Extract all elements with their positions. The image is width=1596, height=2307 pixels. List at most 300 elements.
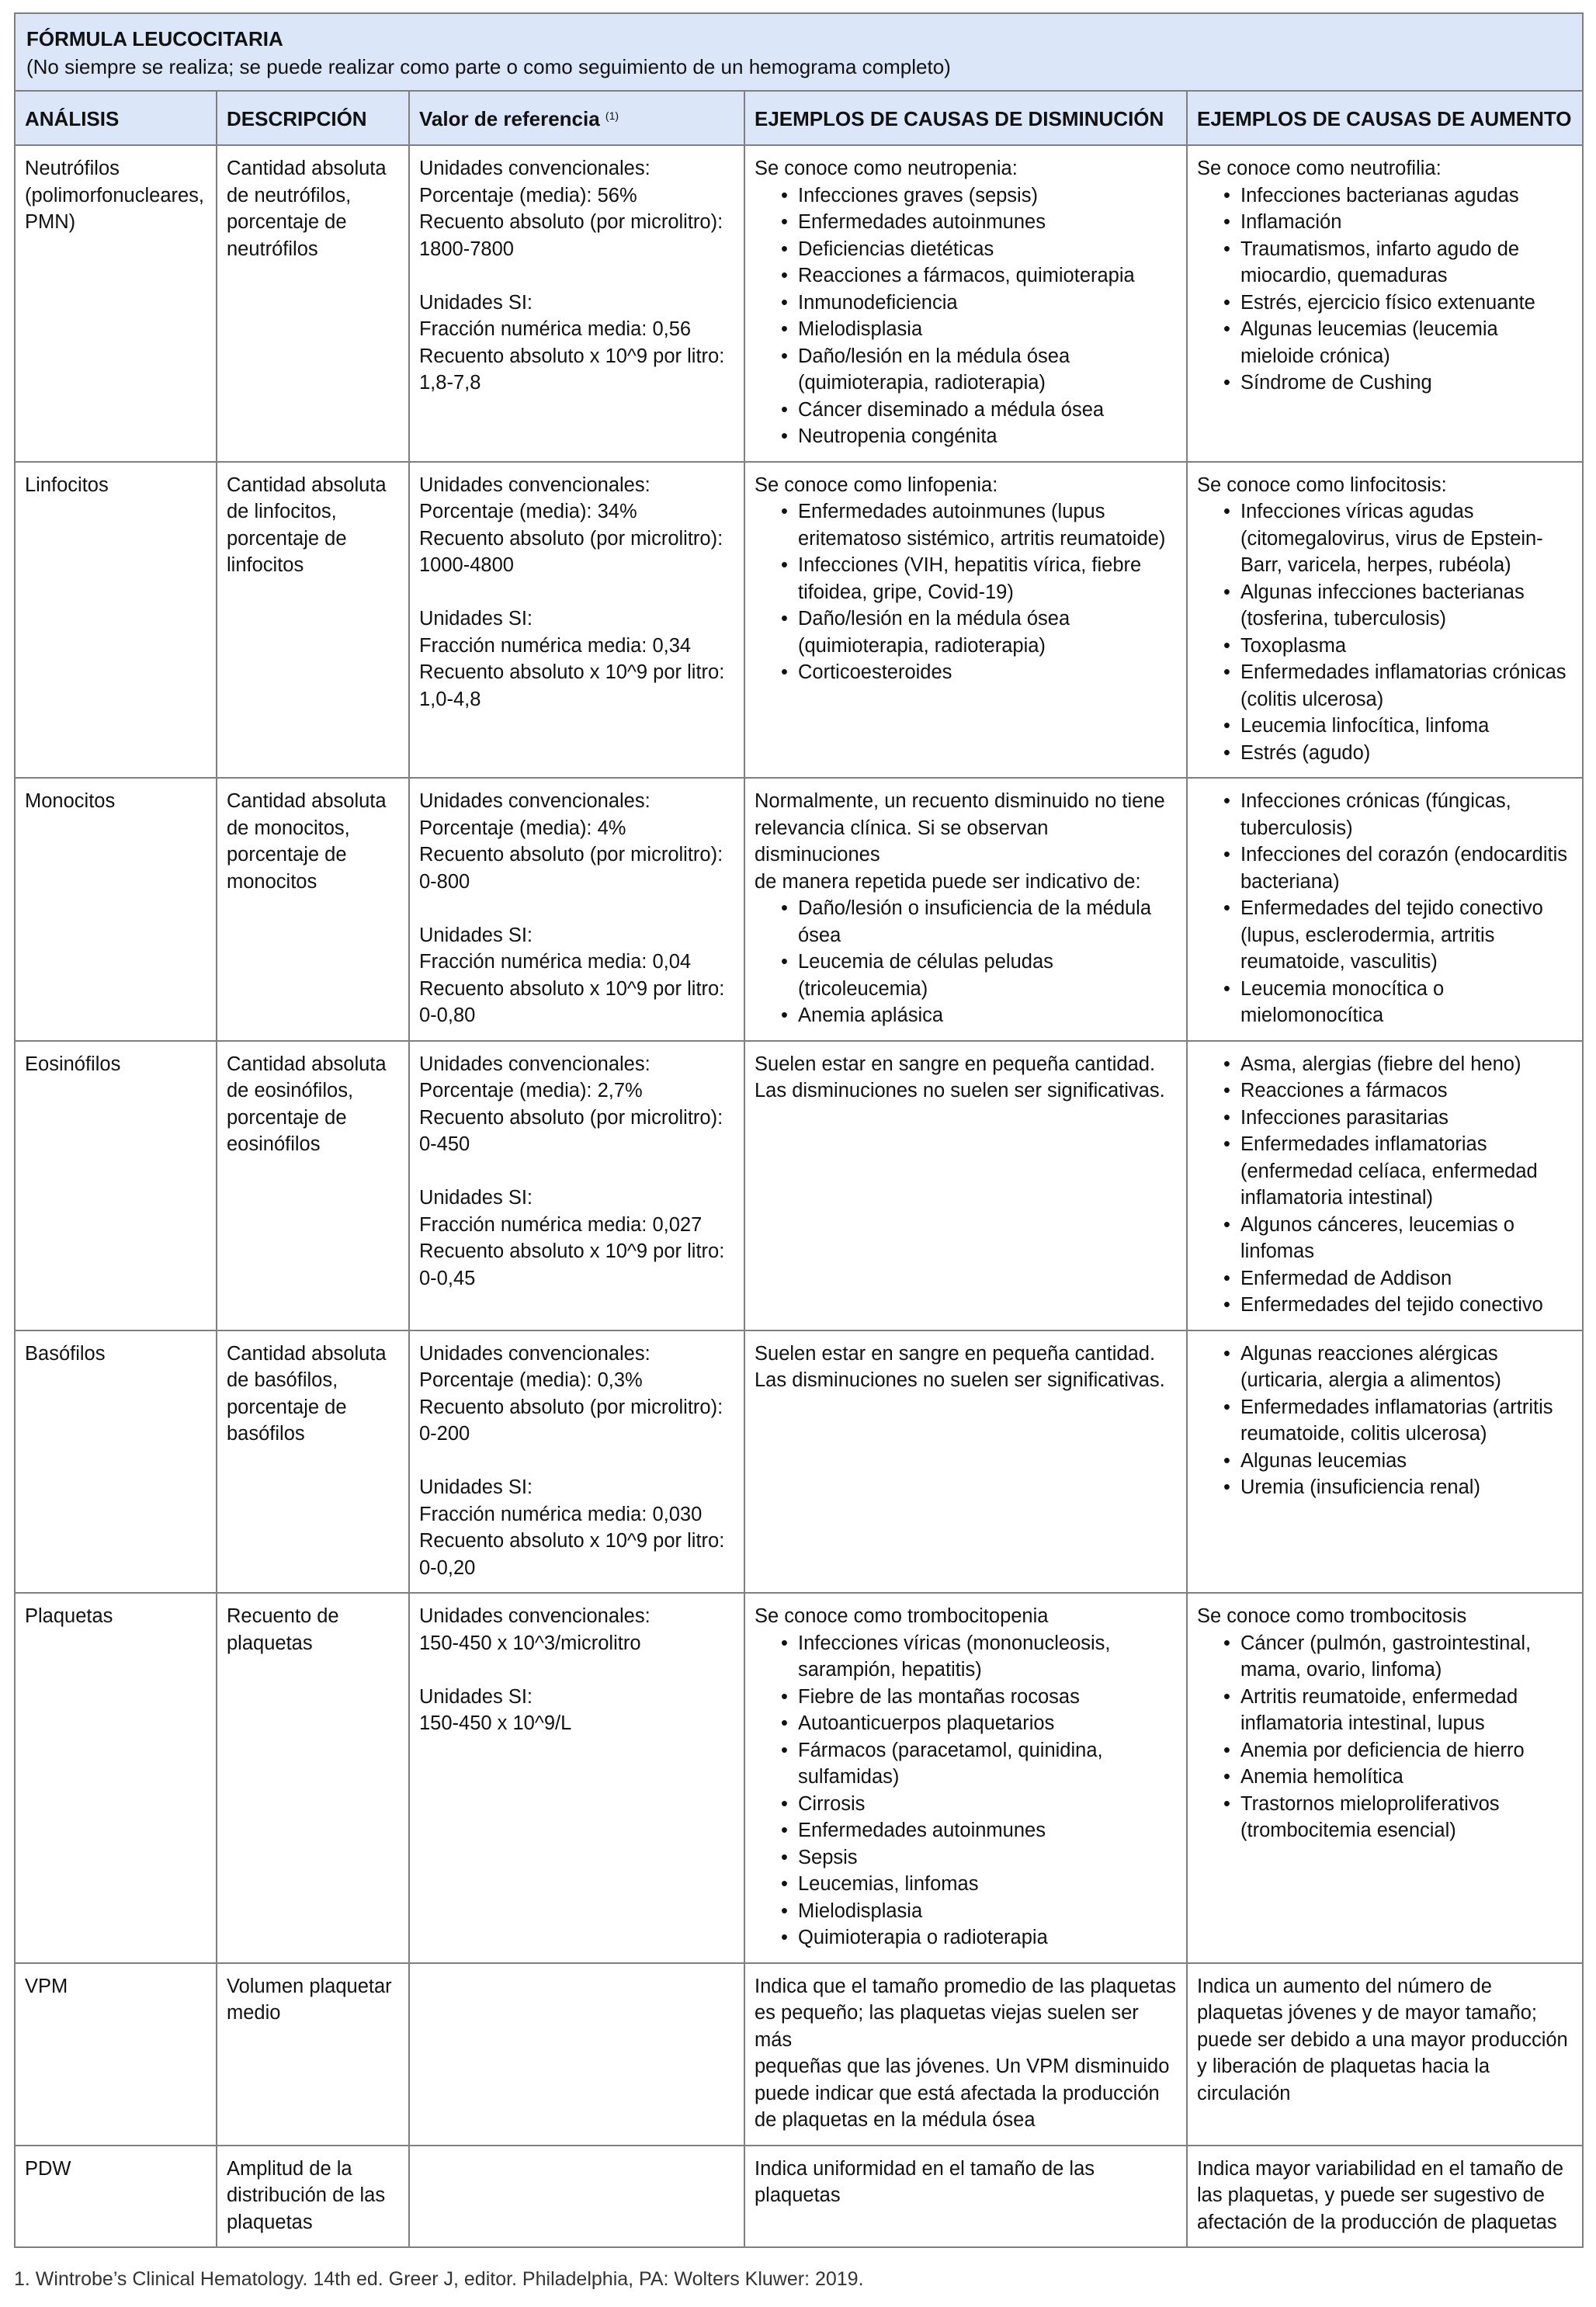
list-item-line: • Enfermedades autoinmunes <box>798 1820 1046 1841</box>
cell-disminucion <box>744 1963 1187 2146</box>
list-item-line: • Estrés (agudo) <box>1240 741 1371 764</box>
aumento-intro-text: y liberación de plaquetas hacia la <box>1197 2055 1490 2077</box>
list-item <box>1240 498 1573 579</box>
list-item-line: inflamatoria intestinal) <box>1240 1187 1434 1209</box>
list-item-line: • Cáncer diseminado a médula ósea <box>798 398 1105 421</box>
list-item-line: • Toxoplasma <box>1240 634 1347 657</box>
descripcion-text: porcentaje de <box>227 527 347 550</box>
spacer <box>419 1657 734 1684</box>
reference-si-text: Fracción numérica media: 0,027 <box>419 1213 703 1236</box>
cell-aumento <box>1187 1593 1583 1963</box>
list-item <box>1240 579 1573 633</box>
bullet-list <box>755 1630 1177 1951</box>
reference-si-text: 0-0,45 <box>419 1267 476 1289</box>
cell-aumento <box>1187 2146 1583 2248</box>
reference-si-text: Recuento absoluto x 10^9 por litro: <box>419 661 725 683</box>
descripcion-text: de monocitos, <box>227 817 350 839</box>
analisis-text: PMN) <box>25 211 76 233</box>
list-item-line: • Síndrome de Cushing <box>1240 372 1432 394</box>
list-item <box>1240 1292 1573 1319</box>
reference-si-text: Unidades SI: <box>419 1187 533 1209</box>
cell-analisis <box>15 2146 217 2248</box>
cell-disminucion <box>744 462 1187 779</box>
descripcion-text: Cantidad absoluta <box>227 158 387 179</box>
descripcion-text: basófilos <box>227 1423 305 1445</box>
list-item-line: • Daño/lesión o insuficiencia de la médula <box>798 897 1152 919</box>
bullet-list <box>1197 788 1573 1029</box>
list-item-line: (quimioterapia, radioterapia) <box>798 372 1046 394</box>
list-item-line: sarampión, hepatitis) <box>798 1659 982 1681</box>
list-item <box>798 1871 1177 1898</box>
list-item-line: • Fiebre de las montañas rocosas <box>798 1685 1080 1708</box>
descripcion-text: de neutrófilos, <box>227 184 352 206</box>
cell-referencia <box>409 462 744 779</box>
aumento-intro-text: puede ser debido a una mayor producción <box>1197 2028 1568 2051</box>
descripcion-text: Cantidad absoluta <box>227 790 387 812</box>
disminucion-intro-text: de manera repetida puede ser indicativo de: <box>755 870 1141 893</box>
descripcion-text: Cantidad absoluta <box>227 1342 387 1365</box>
cell-descripcion <box>217 2146 409 2248</box>
cell-analisis <box>15 1963 217 2146</box>
list-item-line: • Enfermedades autoinmunes <box>798 211 1046 233</box>
reference-conventional-text: Unidades convencionales: <box>419 1342 651 1365</box>
cell-referencia <box>409 145 744 462</box>
reference-si-text: Unidades SI: <box>419 1476 533 1498</box>
list-item-line: • Asma, alergias (fiebre del heno) <box>1240 1053 1521 1075</box>
list-item-line: • Sepsis <box>798 1846 858 1868</box>
list-item <box>1240 895 1573 976</box>
reference-si-text: Recuento absoluto x 10^9 por litro: <box>419 1240 725 1262</box>
header-disminucion: EJEMPLOS DE CAUSAS DE DISMINUCIÓN <box>744 91 1187 145</box>
bullet-list <box>755 182 1177 450</box>
list-item <box>798 1844 1177 1872</box>
aumento-intro-text: circulación <box>1197 2082 1291 2104</box>
reference-conventional-text: Recuento absoluto (por microlitro): <box>419 211 723 233</box>
aumento-intro-text: Se conoce como linfocitosis: <box>1197 474 1447 496</box>
cell-disminucion <box>744 1593 1187 1963</box>
list-item <box>1240 1341 1573 1394</box>
cell-descripcion <box>217 462 409 779</box>
list-item-line: • Infecciones del corazón (endocarditis <box>1240 844 1567 866</box>
reference-conventional-text: Porcentaje (media): 34% <box>419 501 637 522</box>
table-title-cell <box>15 13 1583 91</box>
reference-si-text: Fracción numérica media: 0,56 <box>419 318 692 340</box>
bullet-list <box>1197 1341 1573 1501</box>
list-item-line: eritematoso sistémico, artritis reumatoide) <box>798 527 1166 550</box>
list-item-line: linfomas <box>1240 1240 1314 1262</box>
reference-conventional-text: Recuento absoluto (por microlitro): <box>419 527 723 550</box>
list-item <box>798 182 1177 210</box>
analisis-text: Eosinófilos <box>25 1053 121 1075</box>
disminucion-intro-text: puede indicar que está afectada la producción <box>755 2082 1160 2104</box>
list-item-line: Barr, varicela, herpes, rubéola) <box>1240 554 1511 576</box>
reference-conventional-text: Unidades convencionales: <box>419 158 651 179</box>
reference-si-text: 150-450 x 10^9/L <box>419 1712 572 1734</box>
descripcion-text: distribución de las <box>227 2184 386 2206</box>
bullet-list <box>1197 1630 1573 1844</box>
descripcion-text: de eosinófilos, <box>227 1080 354 1101</box>
list-item <box>798 552 1177 605</box>
reference-conventional-text: Recuento absoluto (por microlitro): <box>419 844 723 866</box>
list-item <box>798 290 1177 317</box>
list-item-line: • Leucemia de células peludas <box>798 951 1053 973</box>
disminucion-intro-text: Las disminuciones no suelen ser significativas. <box>755 1369 1165 1391</box>
list-item <box>798 498 1177 552</box>
list-item-line: inflamatoria intestinal, lupus <box>1240 1712 1485 1734</box>
list-item <box>798 949 1177 1002</box>
list-item <box>798 343 1177 397</box>
reference-conventional-text: 1000-4800 <box>419 554 514 576</box>
descripcion-text: plaquetas <box>227 2211 313 2233</box>
analisis-text: VPM <box>25 1975 68 1997</box>
bullet-list <box>1197 498 1573 766</box>
spacer <box>419 1158 734 1185</box>
table-row <box>15 778 1583 1041</box>
disminucion-intro-text: de plaquetas en la médula ósea <box>755 2109 1036 2131</box>
table-row <box>15 1041 1583 1330</box>
list-item-line: • Traumatismos, infarto agudo de <box>1240 238 1520 260</box>
list-item <box>1240 1764 1573 1791</box>
list-item-line: mieloide crónica) <box>1240 345 1390 367</box>
spacer <box>419 262 734 290</box>
list-item <box>1240 369 1573 397</box>
list-item-line: • Enfermedades autoinmunes (lupus <box>798 501 1105 522</box>
list-item-line: (urticaria, alergia a alimentos) <box>1240 1369 1501 1391</box>
descripcion-text: porcentaje de <box>227 211 347 233</box>
list-item-line: • Leucemias, linfomas <box>798 1873 979 1895</box>
list-item-line: mielomonocítica <box>1240 1004 1384 1026</box>
descripcion-text: de basófilos, <box>227 1369 338 1391</box>
list-item <box>798 1737 1177 1791</box>
list-item <box>1240 182 1573 210</box>
list-item-line: sulfamidas) <box>798 1766 900 1788</box>
disminucion-intro-text: Normalmente, un recuento disminuido no tiene <box>755 790 1165 812</box>
list-item-line: • Infecciones víricas agudas <box>1240 501 1474 522</box>
list-item <box>798 895 1177 949</box>
list-item-line: (tricoleucemia) <box>798 977 928 1000</box>
list-item-line: • Algunas leucemias <box>1240 1449 1407 1472</box>
header-descripcion: DESCRIPCIÓN <box>217 91 409 145</box>
table-row <box>15 1593 1583 1963</box>
reference-conventional-text: Porcentaje (media): 4% <box>419 817 626 839</box>
list-item-line: • Infecciones parasitarias <box>1240 1106 1449 1129</box>
reference-si-text: Unidades SI: <box>419 291 533 314</box>
cell-aumento <box>1187 145 1583 462</box>
cell-analisis <box>15 1041 217 1330</box>
list-item <box>1240 788 1573 841</box>
list-item <box>1240 236 1573 290</box>
bullet-list <box>1197 182 1573 397</box>
reference-si-text: Unidades SI: <box>419 924 533 946</box>
list-item-line: • Infecciones graves (sepsis) <box>798 184 1038 206</box>
reference-si-text: Recuento absoluto x 10^9 por litro: <box>419 1530 725 1552</box>
list-item <box>1240 290 1573 317</box>
table-row <box>15 2146 1583 2248</box>
reference-conventional-text: 0-200 <box>419 1423 470 1445</box>
reference-conventional-text: Porcentaje (media): 2,7% <box>419 1080 643 1101</box>
list-item-line: mama, ovario, linfoma) <box>1240 1659 1442 1681</box>
reference-conventional-text: Recuento absoluto (por microlitro): <box>419 1396 723 1418</box>
reference-si-text: 1,0-4,8 <box>419 688 481 710</box>
list-item <box>1240 316 1573 369</box>
reference-conventional-text: 150-450 x 10^3/microlitro <box>419 1632 641 1654</box>
table-row <box>15 145 1583 462</box>
descripcion-text: porcentaje de <box>227 1396 347 1418</box>
cell-disminucion <box>744 145 1187 462</box>
disminucion-intro-text: pequeñas que las jóvenes. Un VPM disminuido <box>755 2055 1170 2077</box>
leukocyte-formula-table <box>14 12 1584 2248</box>
header-analisis: ANÁLISIS <box>15 91 217 145</box>
list-item-line: • Quimioterapia o radioterapia <box>798 1927 1048 1948</box>
reference-conventional-text: Recuento absoluto (por microlitro): <box>419 1106 723 1129</box>
list-item <box>1240 740 1573 767</box>
descripcion-text: de linfocitos, <box>227 501 337 522</box>
reference-conventional-text: Porcentaje (media): 56% <box>419 184 637 206</box>
list-item-line: • Enfermedades inflamatorias <box>1240 1133 1487 1155</box>
list-item <box>1240 841 1573 895</box>
descripcion-text: plaquetas <box>227 1632 313 1654</box>
list-item <box>798 397 1177 424</box>
list-item-line: • Infecciones (VIH, hepatitis vírica, fiebre <box>798 554 1142 576</box>
list-item <box>1240 1684 1573 1737</box>
disminucion-intro-text: Indica uniformidad en el tamaño de las <box>755 2157 1095 2180</box>
analisis-text: Monocitos <box>25 790 116 812</box>
reference-conventional-text: 0-450 <box>419 1133 470 1155</box>
descripcion-text: Amplitud de la <box>227 2157 352 2180</box>
list-item <box>798 1630 1177 1684</box>
list-item-line: • Infecciones víricas (mononucleosis, <box>798 1632 1111 1654</box>
spacer <box>419 579 734 606</box>
list-item-line: (quimioterapia, radioterapia) <box>798 634 1046 657</box>
list-item-line: miocardio, quemaduras <box>1240 265 1448 286</box>
spacer <box>419 895 734 922</box>
table-row <box>15 462 1583 779</box>
list-item-line: • Enfermedades del tejido conectivo <box>1240 897 1543 919</box>
cell-referencia <box>409 1041 744 1330</box>
disminucion-intro-text: relevancia clínica. Si se observan disminuciones <box>755 817 1049 866</box>
reference-si-text: 0-0,80 <box>419 1004 476 1026</box>
bullet-list <box>1197 1051 1573 1319</box>
list-item <box>1240 976 1573 1029</box>
cell-descripcion <box>217 1593 409 1963</box>
cell-aumento <box>1187 1041 1583 1330</box>
disminucion-intro-text: Se conoce como neutropenia: <box>755 158 1018 179</box>
reference-si-text: Fracción numérica media: 0,04 <box>419 951 692 973</box>
cell-analisis <box>15 1330 217 1594</box>
disminucion-intro-text: Se conoce como linfopenia: <box>755 474 998 496</box>
disminucion-intro-text: es pequeño; las plaquetas viejas suelen ser más <box>755 2002 1139 2051</box>
table-title: FÓRMULA LEUCOCITARIA <box>26 27 283 50</box>
list-item <box>1240 1265 1573 1292</box>
disminucion-intro-text: Las disminuciones no suelen ser significativas. <box>755 1080 1165 1101</box>
list-item-line: • Algunos cánceres, leucemias o <box>1240 1213 1514 1236</box>
list-item-line: • Daño/lesión en la médula ósea <box>798 345 1070 367</box>
cell-descripcion <box>217 778 409 1041</box>
list-item <box>1240 633 1573 660</box>
cell-aumento <box>1187 1963 1583 2146</box>
list-item-line: (citomegalovirus, virus de Epstein- <box>1240 527 1543 550</box>
list-item <box>798 262 1177 290</box>
list-item <box>798 1817 1177 1844</box>
table-row <box>15 1330 1583 1594</box>
list-item-line: tuberculosis) <box>1240 817 1353 839</box>
list-item <box>798 236 1177 263</box>
reference-si-text: Unidades SI: <box>419 608 533 630</box>
list-item-line: • Mielodisplasia <box>798 318 923 340</box>
list-item-line: • Artritis reumatoide, enfermedad <box>1240 1685 1518 1708</box>
list-item <box>798 1924 1177 1951</box>
cell-aumento <box>1187 778 1583 1041</box>
cell-analisis <box>15 1593 217 1963</box>
list-item <box>798 659 1177 686</box>
reference-conventional-text: Unidades convencionales: <box>419 790 651 812</box>
aumento-intro-text: Indica mayor variabilidad en el tamaño de <box>1197 2157 1564 2180</box>
list-item-line: • Algunas leucemias (leucemia <box>1240 318 1498 340</box>
list-item-line: • Estrés, ejercicio físico extenuante <box>1240 291 1535 314</box>
bullet-list <box>755 498 1177 686</box>
list-item-line: • Enfermedades del tejido conectivo <box>1240 1294 1543 1316</box>
list-item <box>1240 1394 1573 1448</box>
list-item-line: • Infecciones bacterianas agudas <box>1240 184 1519 206</box>
cell-referencia <box>409 1593 744 1963</box>
list-item <box>1240 1051 1573 1078</box>
list-item-line: • Fármacos (paracetamol, quinidina, <box>798 1739 1103 1761</box>
list-item-line: tifoidea, gripe, Covid-19) <box>798 581 1014 603</box>
list-item-line: • Enfermedades inflamatorias crónicas <box>1240 661 1567 683</box>
list-item <box>798 605 1177 659</box>
list-item-line: (colitis ulcerosa) <box>1240 688 1384 710</box>
list-item <box>798 1710 1177 1737</box>
list-item <box>1240 1791 1573 1844</box>
list-item <box>1240 1474 1573 1501</box>
table-subtitle: (No siempre se realiza; se puede realizar como parte o como seguimiento de un hemograma completo) <box>26 55 951 78</box>
spacer <box>419 1448 734 1475</box>
header-referencia: Valor de referencia $^{(1)}$ <box>409 91 744 145</box>
reference-conventional-text: Unidades convencionales: <box>419 1605 651 1627</box>
reference-si-text: Fracción numérica media: 0,030 <box>419 1503 703 1525</box>
aumento-intro-text: Indica un aumento del número de <box>1197 1975 1492 1997</box>
aumento-intro-text: plaquetas jóvenes y de mayor tamaño; <box>1197 2002 1538 2024</box>
list-item-line: • Leucemia monocítica o <box>1240 977 1445 1000</box>
reference-si-text: 0-0,20 <box>419 1556 476 1579</box>
reference-footnote-marker: (1) <box>605 109 619 122</box>
cell-aumento <box>1187 1330 1583 1594</box>
footnote: 1. Wintrobe’s Clinical Hematology. 14th ed. Greer J, editor. Philadelphia, PA: Wolters Kluwer: 2019. <box>14 2268 864 2290</box>
cell-analisis <box>15 145 217 462</box>
reference-conventional-text: Porcentaje (media): 0,3% <box>419 1369 643 1391</box>
descripcion-text: Volumen plaquetar <box>227 1975 392 1997</box>
list-item-line: (tosferina, tuberculosis) <box>1240 608 1447 630</box>
descripcion-text: porcentaje de <box>227 844 347 866</box>
list-item <box>1240 1105 1573 1132</box>
list-item-line: • Uremia (insuficiencia renal) <box>1240 1476 1480 1498</box>
descripcion-text: Recuento de <box>227 1605 339 1627</box>
list-item <box>1240 1448 1573 1475</box>
list-item-line: • Mielodisplasia <box>798 1899 923 1922</box>
header-aumento: EJEMPLOS DE CAUSAS DE AUMENTO <box>1187 91 1583 145</box>
list-item-line: • Enfermedades inflamatorias (artritis <box>1240 1396 1553 1418</box>
cell-descripcion <box>217 145 409 462</box>
list-item-line: • Anemia hemolítica <box>1240 1766 1403 1788</box>
list-item <box>798 316 1177 343</box>
cell-aumento <box>1187 462 1583 779</box>
cell-disminucion <box>744 1041 1187 1330</box>
descripcion-text: medio <box>227 2002 281 2024</box>
list-item-line: • Enfermedad de Addison <box>1240 1267 1452 1289</box>
bullet-list <box>755 895 1177 1029</box>
list-item-line: • Algunas reacciones alérgicas <box>1240 1342 1498 1365</box>
list-item-line: reumatoide, colitis ulcerosa) <box>1240 1423 1487 1445</box>
list-item-line: • Neutropenia congénita <box>798 425 998 447</box>
list-item <box>798 1684 1177 1711</box>
aumento-intro-text: Se conoce como trombocitosis <box>1197 1605 1467 1627</box>
list-item-line: bacteriana) <box>1240 870 1340 893</box>
cell-descripcion <box>217 1330 409 1594</box>
disminucion-intro-text: Se conoce como trombocitopenia <box>755 1605 1049 1627</box>
list-item-line: • Corticoesteroides <box>798 661 952 683</box>
list-item <box>1240 1630 1573 1684</box>
table-row <box>15 1963 1583 2146</box>
list-item-line: • Inmunodeficiencia <box>798 291 958 314</box>
list-item-line: reumatoide, vasculitis) <box>1240 951 1438 973</box>
cell-referencia <box>409 2146 744 2248</box>
list-item-line: • Daño/lesión en la médula ósea <box>798 608 1070 630</box>
list-item-line: (lupus, esclerodermia, artritis <box>1240 924 1495 946</box>
list-item <box>798 1898 1177 1925</box>
reference-si-text: Recuento absoluto x 10^9 por litro: <box>419 345 725 367</box>
reference-si-text: 1,8-7,8 <box>419 372 481 394</box>
disminucion-intro-text: Suelen estar en sangre en pequeña cantidad. <box>755 1053 1156 1075</box>
reference-si-text: Fracción numérica media: 0,34 <box>419 634 692 657</box>
list-item <box>798 423 1177 450</box>
aumento-intro-text: las plaquetas, y puede ser sugestivo de <box>1197 2184 1545 2206</box>
reference-si-text: Unidades SI: <box>419 1685 533 1708</box>
list-item-line: • Autoanticuerpos plaquetarios <box>798 1712 1055 1734</box>
analisis-text: Linfocitos <box>25 474 109 496</box>
list-item-line: ósea <box>798 924 841 946</box>
analisis-text: Plaquetas <box>25 1605 113 1627</box>
cell-disminucion <box>744 1330 1187 1594</box>
list-item-line: • Infecciones crónicas (fúngicas, <box>1240 790 1511 812</box>
list-item-line: • Anemia aplásica <box>798 1004 944 1026</box>
list-item <box>1240 713 1573 740</box>
list-item-line: • Reacciones a fármacos <box>1240 1080 1448 1101</box>
list-item <box>1240 659 1573 713</box>
list-item-line: • Deficiencias dietéticas <box>798 238 994 260</box>
list-item <box>798 1002 1177 1029</box>
disminucion-intro-text: Suelen estar en sangre en pequeña cantidad. <box>755 1342 1156 1365</box>
cell-referencia <box>409 778 744 1041</box>
header-row <box>15 91 1583 145</box>
cell-referencia <box>409 1330 744 1594</box>
analisis-text: PDW <box>25 2157 71 2180</box>
reference-conventional-text: Unidades convencionales: <box>419 1053 651 1075</box>
analisis-text: Neutrófilos <box>25 158 120 179</box>
cell-descripcion <box>217 1041 409 1330</box>
reference-conventional-text: 0-800 <box>419 870 470 893</box>
cell-referencia <box>409 1963 744 2146</box>
disminucion-intro-text: plaquetas <box>755 2184 841 2206</box>
descripcion-text: eosinófilos <box>227 1133 321 1155</box>
list-item-line: (enfermedad celíaca, enfermedad <box>1240 1160 1538 1182</box>
cell-disminucion <box>744 2146 1187 2248</box>
descripcion-text: Cantidad absoluta <box>227 1053 387 1075</box>
cell-descripcion <box>217 1963 409 2146</box>
list-item <box>798 1791 1177 1818</box>
leukocyte-formula-table-container <box>14 12 1582 2248</box>
cell-analisis <box>15 462 217 779</box>
aumento-intro-text: Se conoce como neutrofilia: <box>1197 158 1442 179</box>
